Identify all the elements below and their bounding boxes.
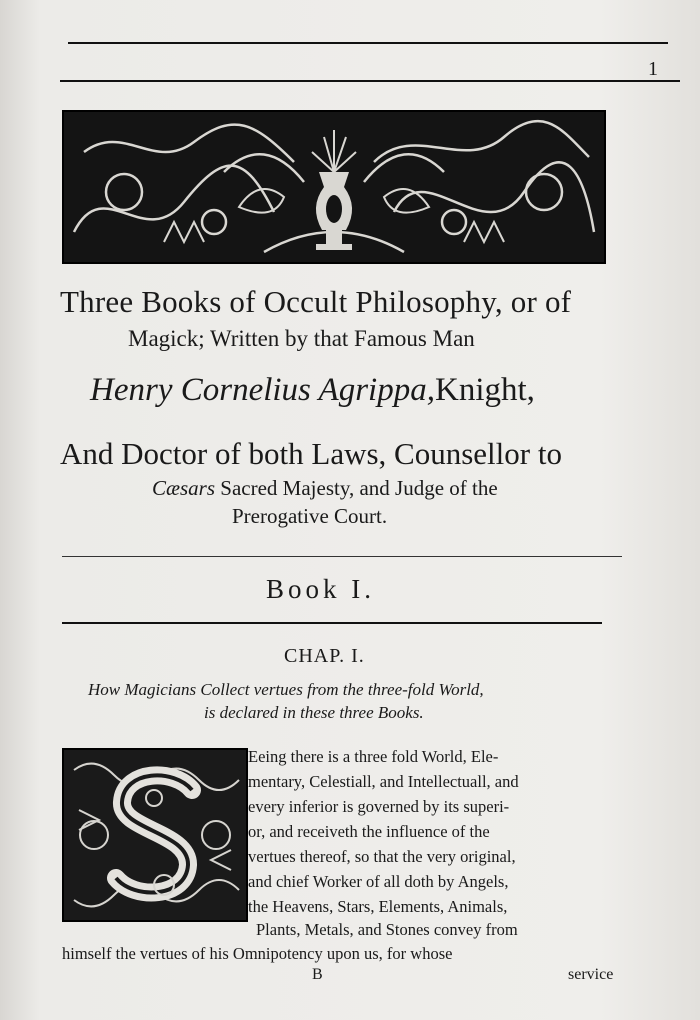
drop-cap-s-icon [64,750,246,920]
author-title: Knight, [434,372,535,408]
body-line-5: vertues thereof, so that the very original, [248,847,516,866]
catchword: service [568,966,614,983]
signature-mark: B [312,966,323,983]
top-rule [68,42,668,44]
book-heading: Book I. [266,574,375,604]
credentials-caesars: Cæsars [152,476,216,500]
credentials-line-2-rest: Sacred Majesty, and Judge of the [215,476,498,500]
body-line-8: Plants, Metals, and Stones convey from [256,920,518,939]
title-line-1: Three Books of Occult Philosophy, or of [60,284,572,319]
chapter-subtitle-line-1: How Magicians Collect vertues from the three-fold World, [88,680,484,699]
chapter-subtitle-line-2: is declared in these three Books. [204,703,424,722]
decorated-initial [62,748,248,922]
body-line-6: and chief Worker of all doth by Angels, [248,872,509,891]
body-line-2: mentary, Celestiall, and Intellectuall, and [248,772,519,791]
book-rule-bottom [62,622,602,624]
credentials-line-1: And Doctor of both Laws, Counsellor to [60,436,562,471]
body-line-7: the Heavens, Stars, Elements, Animals, [248,897,508,916]
credentials-line-3: Prerogative Court. [232,504,388,528]
chapter-heading: CHAP. I. [284,645,365,667]
body-line-4: or, and receiveth the influence of the [248,822,490,841]
author-name [90,372,535,409]
woodcut-headpiece [62,110,606,264]
headpiece-ornament-icon [64,112,604,262]
body-line-3: every inferior is governed by its superi- [248,797,510,816]
title-line-2: Magick; Written by that Famous Man [128,326,475,351]
body-line-1: Eeing there is a three fold World, Ele- [248,747,499,766]
header-rule [60,80,680,82]
author-name-italic: Henry Cornelius Agrippa, [90,372,435,408]
body-line-9: himself the vertues of his Omnipotency upon us, for whose [62,944,453,963]
credentials-line-2 [152,476,498,501]
page-number: 1 [648,58,658,80]
book-rule-top [62,556,622,557]
